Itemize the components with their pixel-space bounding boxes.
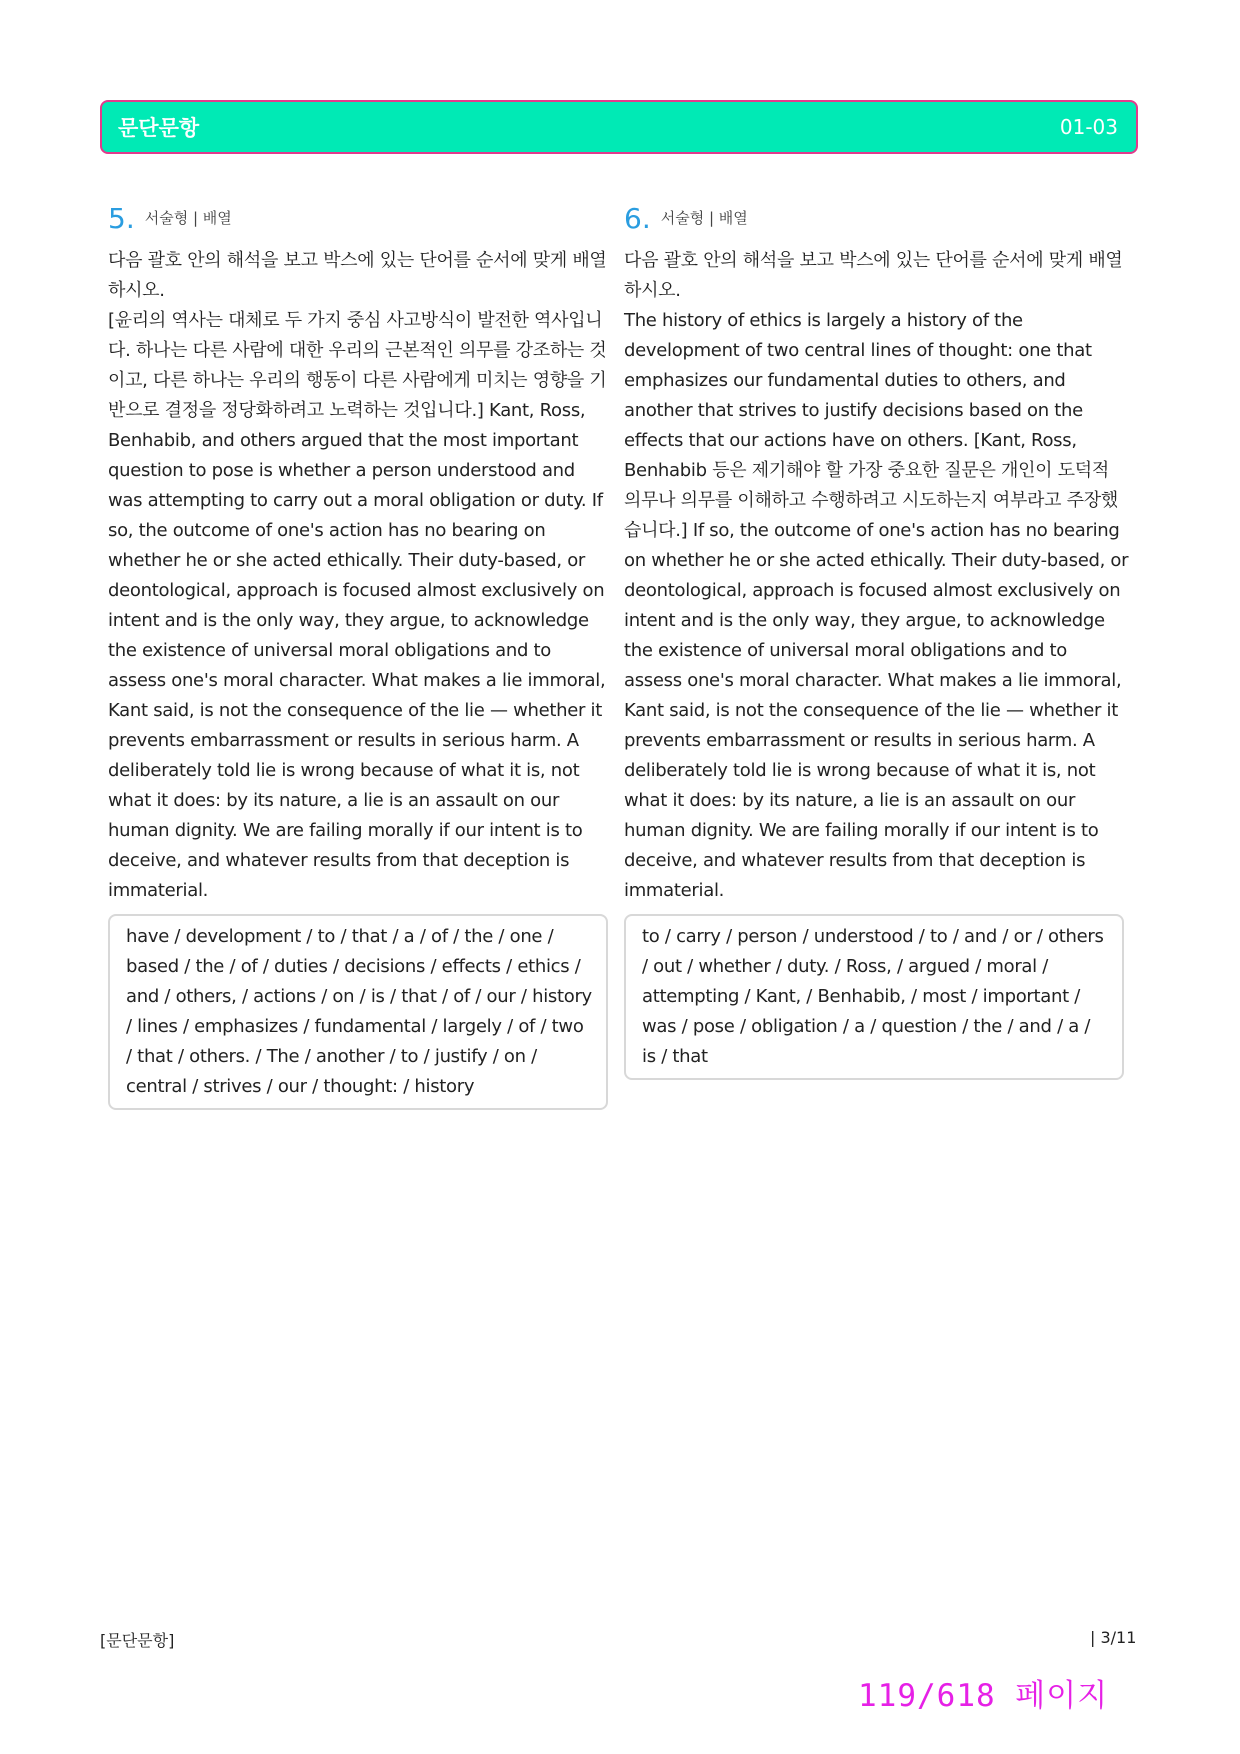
question-instruction: 다음 괄호 안의 해석을 보고 박스에 있는 단어를 순서에 맞게 배열하시오. [108,250,607,301]
word-bank-box: have / development / to / that / a / of / the / one / based / the / of / duties / decisions / effects / ethics / and / others, / actions / on / is / that / of / our / history / lines / emphasizes / fundamental / largely / of / two / that / others. / The / another / to / justify / on / central / strives / our / thought: / history [108,914,608,1110]
section-title: 문단문항 [118,116,200,140]
section-header-bar [100,100,1138,154]
question-type: 서술형 | 배열 [144,209,232,227]
question-header [624,200,1130,234]
footer-page-number: | 3/11 [1090,1628,1137,1647]
question-header [108,200,614,234]
page-counter: 119/618 페이지 [858,1678,1109,1714]
word-bank-box: to / carry / person / understood / to / and / or / others / out / whether / duty. / Ross, / argued / moral / attempting / Kant, / Benhabib, / most / important / was / pose / obligation / a / question / the / and / a / is / that [624,914,1124,1080]
question-instruction: 다음 괄호 안의 해석을 보고 박스에 있는 단어를 순서에 맞게 배열하시오. [624,250,1123,301]
question-number: 6. [624,202,651,235]
question-passage: [윤리의 역사는 대체로 두 가지 중심 사고방식이 발전한 역사입니다. 하나는 다른 사람에 대한 우리의 근본적인 의무를 강조하는 것이고, 다른 하나는 우리의 행동이 다른 사람에게 미치는 영향을 기반으로 결정을 정당화하려고 노력하는 것입니다.] Kant, Ross, Benhabib, and others argued that the most important question to pose is whether a person understood and was attempting to carry out a moral obligation or duty. If so, the outcome of one's action has no bearing on whether he or she acted ethically. Their duty-based, or deontological, approach is focused almost exclusively on intent and is the only way, they argue, to acknowledge the existence of universal moral obligations and to assess one's moral character. What makes a lie immoral, Kant said, is not the consequence of the lie — whether it prevents embarrassment or results in serious harm. A deliberately told lie is wrong because of what it is, not what it does: by its nature, a lie is an assault on our human dignity. We are failing morally if our intent is to deceive, and whatever results from that deception is immaterial. [108,310,607,901]
section-code: 01-03 [1059,115,1118,139]
question-5 [108,200,614,1110]
question-type: 서술형 | 배열 [660,209,748,227]
question-number: 5. [108,202,135,235]
question-6 [624,200,1130,1080]
footer-label: [문단문항] [100,1631,175,1650]
question-passage: The history of ethics is largely a history of the development of two central lines of thought: one that emphasizes our fundamental duties to others, and another that strives to justify decisions based on the effects that our actions have on others. [Kant, Ross, Benhabib 등은 제기해야 할 가장 중요한 질문은 개인이 도덕적 의무나 의무를 이해하고 수행하려고 시도하는지 여부라고 주장했습니다.] If so, the outcome of one's action has no bearing on whether he or she acted ethically. Their duty-based, or deontological, approach is focused almost exclusively on intent and is the only way, they argue, to acknowledge the existence of universal moral obligations and to assess one's moral character. What makes a lie immoral, Kant said, is not the consequence of the lie — whether it prevents embarrassment or results in serious harm. A deliberately told lie is wrong because of what it is, not what it does: by its nature, a lie is an assault on our human dignity. We are failing morally if our intent is to deceive, and whatever results from that deception is immaterial. [624,310,1129,901]
